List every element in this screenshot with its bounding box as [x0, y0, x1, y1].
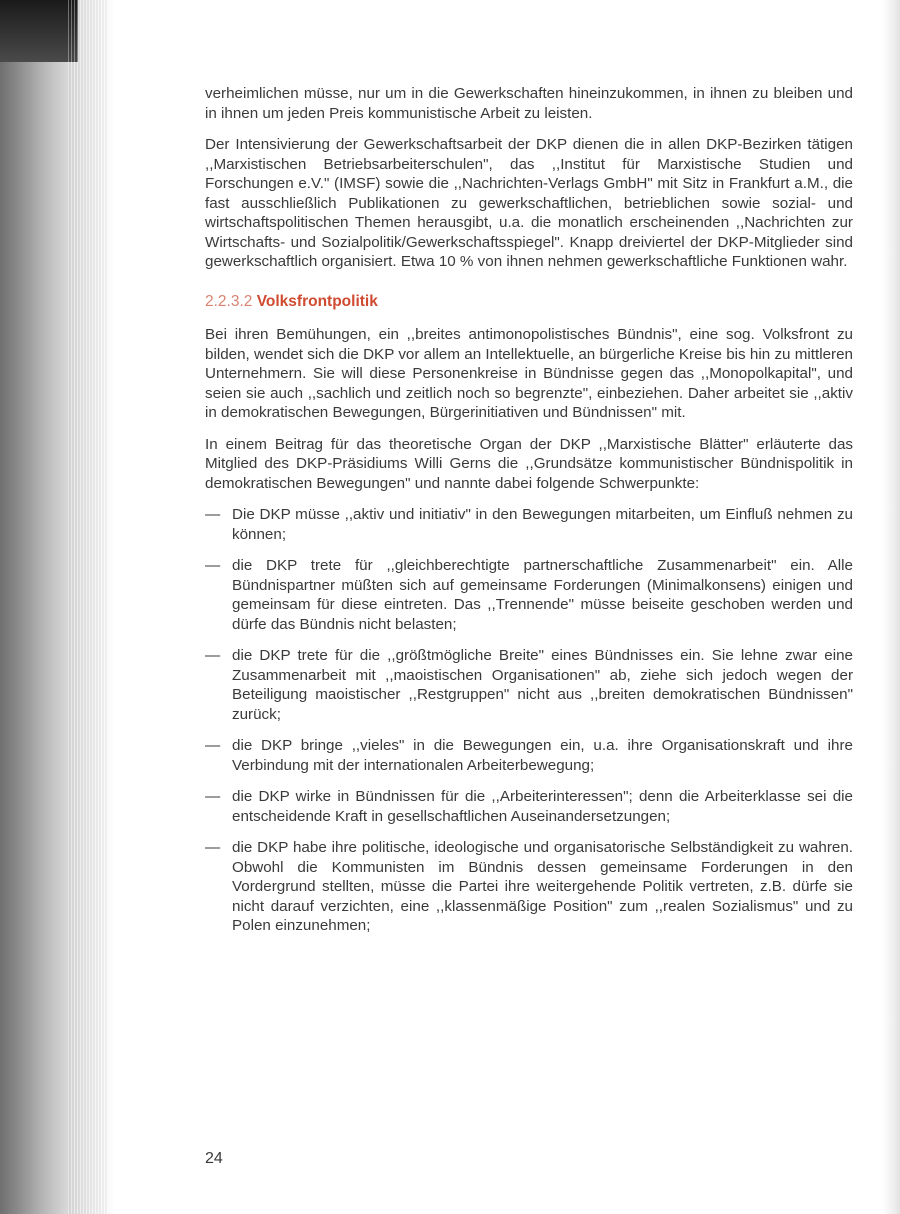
dash-marker: —	[205, 788, 221, 805]
paragraph: Bei ihren Bemühungen, ein ,,breites antimonopolistisches Bündnis", eine sog. Volksfront zu bilden, wendet sich die DKP vor allem an Intellektuelle, an bürgerliche Kreise bis hin zu mittleren Unternehmern. Sie will diese Personenkreise in Bündnisse gegen das ,,Monopolkapital", und seien sie auch ,,sachlich und zeitlich noch so begrenzte", einbeziehen. Daher arbeitet sie ,,aktiv in demokratischen Bewegungen, Bürgerinitiativen und Bündnissen" mit.	[205, 326, 853, 421]
dash-marker: —	[205, 506, 221, 523]
list-item-text: Die DKP müsse ,,aktiv und initiativ" in den Bewegungen mitarbeiten, um Einfluß nehmen zu können;	[232, 506, 853, 543]
list-item-text: die DKP trete für die ,,größtmögliche Breite" eines Bündnisses ein. Sie lehne zwar eine Zusammenarbeit mit ,,maoistischen Organisationen" ab, ziehe sich jedoch wegen der Beteiligung maoistischer ,,Restgruppen" nicht aus ,,breiten demokratischen Bündnissen" zurück;	[232, 647, 853, 723]
dash-marker: —	[205, 737, 221, 754]
paragraph: Der Intensivierung der Gewerkschaftsarbeit der DKP dienen die in allen DKP-Bezirken tätigen ,,Marxistischen Betriebsarbeiterschulen", das ,,Institut für Marxistische Studien und Forschungen e.V." (IMSF) sowie die ,,Nachrichten-Verlags GmbH" mit Sitz in Frankfurt a.M., die fast ausschließlich Publikationen zu gewerkschaftlichen, betrieblichen sowie sozial- und wirtschaftspolitischen Themen herausgibt, u.a. die monatlich erscheinenden ,,Nachrichten zur Wirtschafts- und Sozialpolitik/Gewerkschaftsspiegel". Knapp dreiviertel der DKP-Mitglieder sind gewerkschaftlich organisiert. Etwa 10 % von ihnen nehmen gewerkschaftliche Funktionen wahr.	[205, 136, 853, 270]
section-heading	[205, 292, 853, 312]
list-item	[205, 505, 853, 544]
list-item	[205, 787, 853, 826]
page-body	[205, 84, 853, 948]
section-number: 2.2.3.2	[205, 292, 253, 310]
paragraph: In einem Beitrag für das theoretische Organ der DKP ,,Marxistische Blätter" erläuterte das Mitglied des DKP-Präsidiums Willi Gerns die ,,Grundsätze kommunistischer Bündnispolitik in demokratischen Bewegungen" und nannte dabei folgende Schwerpunkte:	[205, 435, 853, 492]
principles-list	[205, 505, 853, 936]
list-item-text: die DKP bringe ,,vieles" in die Bewegungen ein, u.a. ihre Organisationskraft und ihre Verbindung mit der internationalen Arbeiterbewegung;	[232, 737, 853, 774]
list-item	[205, 646, 853, 724]
section-title: Volksfrontpolitik	[256, 292, 378, 310]
dash-marker: —	[205, 557, 221, 574]
book-gutter-edge	[0, 0, 115, 1214]
list-item	[205, 838, 853, 936]
list-item-text: die DKP wirke in Bündnissen für die ,,Arbeiterinteressen"; denn die Arbeiterklasse sei die entscheidende Kraft in gesellschaftlichen Auseinandersetzungen;	[232, 788, 853, 825]
dash-marker: —	[205, 647, 221, 664]
dash-marker: —	[205, 839, 221, 856]
paragraph: verheimlichen müsse, nur um in die Gewerkschaften hineinzukommen, in ihnen zu bleiben und in ihnen um jeden Preis kommunistische Arbeit zu leisten.	[205, 85, 853, 122]
list-item-text: die DKP trete für ,,gleichberechtigte partnerschaftliche Zusammenarbeit" ein. Alle Bündnispartner müßten sich auf gemeinsame Forderungen (Minimalkonsens) einigen und gemeinsam für diese eintreten. Das ,,Trennende" müsse beiseite geschoben werden und dürfe das Bündnis nicht belasten;	[232, 557, 853, 633]
list-item	[205, 736, 853, 775]
page-right-edge	[882, 0, 900, 1214]
list-item-text: die DKP habe ihre politische, ideologische und organisatorische Selbständigkeit zu wahren. Obwohl die Kommunisten im Bündnis dessen gemeinsame Forderungen in den Vordergrund stellten, müsse die Partei ihre weitergehende Politik vertreten, z.B. dürfe sie nicht darauf verzichten, eine ,,klassenmäßige Position" zum ,,realen Sozialismus" und zu Polen einzunehmen;	[232, 839, 853, 934]
list-item	[205, 556, 853, 634]
page-number: 24	[205, 1150, 223, 1167]
